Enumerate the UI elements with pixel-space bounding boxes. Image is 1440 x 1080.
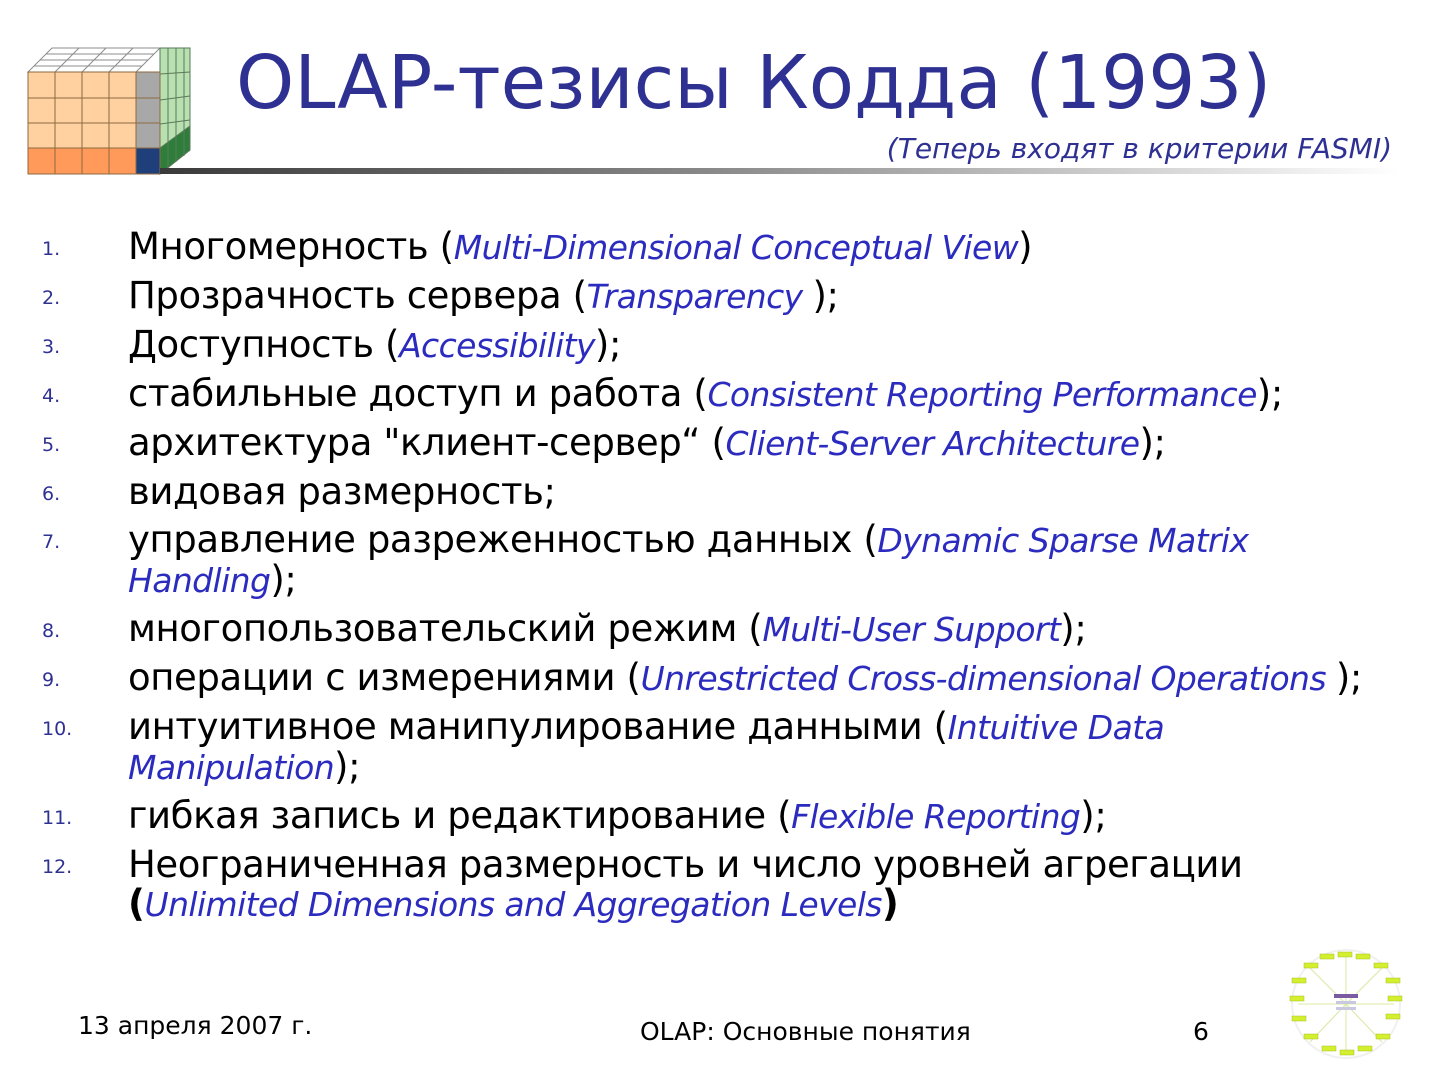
- item-text-en: Unrestricted Cross-dimensional Operations: [640, 659, 1336, 698]
- item-tail: ): [1018, 225, 1033, 268]
- item-tail: );: [594, 323, 622, 366]
- title-divider: [160, 168, 1400, 174]
- item-text-en: Transparency: [586, 277, 813, 316]
- list-item: [40, 653, 1390, 702]
- item-text-en: Multi-Dimensional Conceptual View: [453, 228, 1019, 267]
- olap-cube-icon: [26, 44, 196, 176]
- network-diagram-logo: [1286, 946, 1406, 1062]
- slide-subtitle: (Теперь входят в критерии FASMI): [886, 132, 1392, 165]
- list-item: [40, 515, 1390, 604]
- list-item: [40, 604, 1390, 653]
- item-text-ru: Прозрачность сервера (: [128, 274, 587, 317]
- item-number: 6.: [42, 483, 61, 505]
- item-tail: );: [270, 558, 297, 601]
- footer-title: OLAP: Основные понятия: [640, 1017, 971, 1046]
- item-tail: );: [812, 274, 839, 317]
- item-number: 10.: [42, 718, 73, 740]
- item-number: 9.: [42, 669, 61, 691]
- item-number: 1.: [42, 238, 61, 260]
- item-text-ru: операции с измерениями (: [128, 656, 641, 699]
- item-number: 4.: [42, 385, 61, 407]
- item-paren-open: (: [128, 882, 145, 925]
- item-tail: );: [1335, 656, 1362, 699]
- item-text-en: Flexible Reporting: [791, 797, 1081, 836]
- item-tail: );: [1256, 372, 1283, 415]
- item-text-en: Dynamic Sparse Matrix Handling: [128, 521, 1249, 600]
- item-tail: );: [1060, 607, 1087, 650]
- slide-title: OLAP-тезисы Кодда (1993): [236, 40, 1272, 126]
- item-tail: );: [334, 745, 361, 788]
- item-text-en: Multi-User Support: [762, 610, 1061, 649]
- item-number: 8.: [42, 620, 61, 642]
- item-tail: ): [881, 882, 899, 925]
- item-number: 2.: [42, 287, 61, 309]
- item-text-en: Client-Server Architecture: [725, 424, 1140, 463]
- item-tail: );: [1080, 794, 1107, 837]
- item-text-ru: управление разреженностью данных (: [128, 518, 878, 561]
- item-number: 11.: [42, 807, 73, 829]
- page-number: 6: [1193, 1017, 1209, 1046]
- list-item: [40, 702, 1390, 791]
- item-number: 5.: [42, 434, 61, 456]
- item-text-ru: интуитивное манипулирование данными (: [128, 705, 948, 748]
- list-item: [40, 369, 1390, 418]
- item-text-ru: видовая размерность;: [128, 470, 556, 513]
- item-tail: );: [1139, 421, 1166, 464]
- item-text-ru: гибкая запись и редактирование (: [128, 794, 792, 837]
- item-text-en: Intuitive Data Manipulation: [128, 708, 1165, 787]
- item-text-ru: Неограниченная размерность и число уровней агрегации: [128, 843, 1243, 886]
- item-text-ru: Многомерность (: [128, 225, 454, 268]
- item-text-en: Unlimited Dimensions and Aggregation Levels: [144, 885, 882, 924]
- footer-date: 13 апреля 2007 г.: [78, 1011, 313, 1040]
- item-text-ru: стабильные доступ и работа (: [128, 372, 708, 415]
- list-item: [40, 467, 1390, 515]
- list-item: [40, 840, 1390, 928]
- list-item: [40, 271, 1390, 320]
- item-text-ru: архитектура "клиент-сервер“ (: [128, 421, 726, 464]
- codd-rules-list: [40, 222, 1390, 928]
- item-text-ru: Доступность (: [128, 323, 400, 366]
- item-text-en: Consistent Reporting Performance: [707, 375, 1257, 414]
- list-item: [40, 320, 1390, 369]
- item-number: 3.: [42, 336, 61, 358]
- item-number: 12.: [42, 856, 73, 878]
- list-item: [40, 222, 1390, 271]
- item-text-ru: многопользовательский режим (: [128, 607, 763, 650]
- list-item: [40, 791, 1390, 840]
- item-number: 7.: [42, 531, 61, 553]
- item-text-en: Accessibility: [399, 326, 595, 365]
- list-item: [40, 418, 1390, 467]
